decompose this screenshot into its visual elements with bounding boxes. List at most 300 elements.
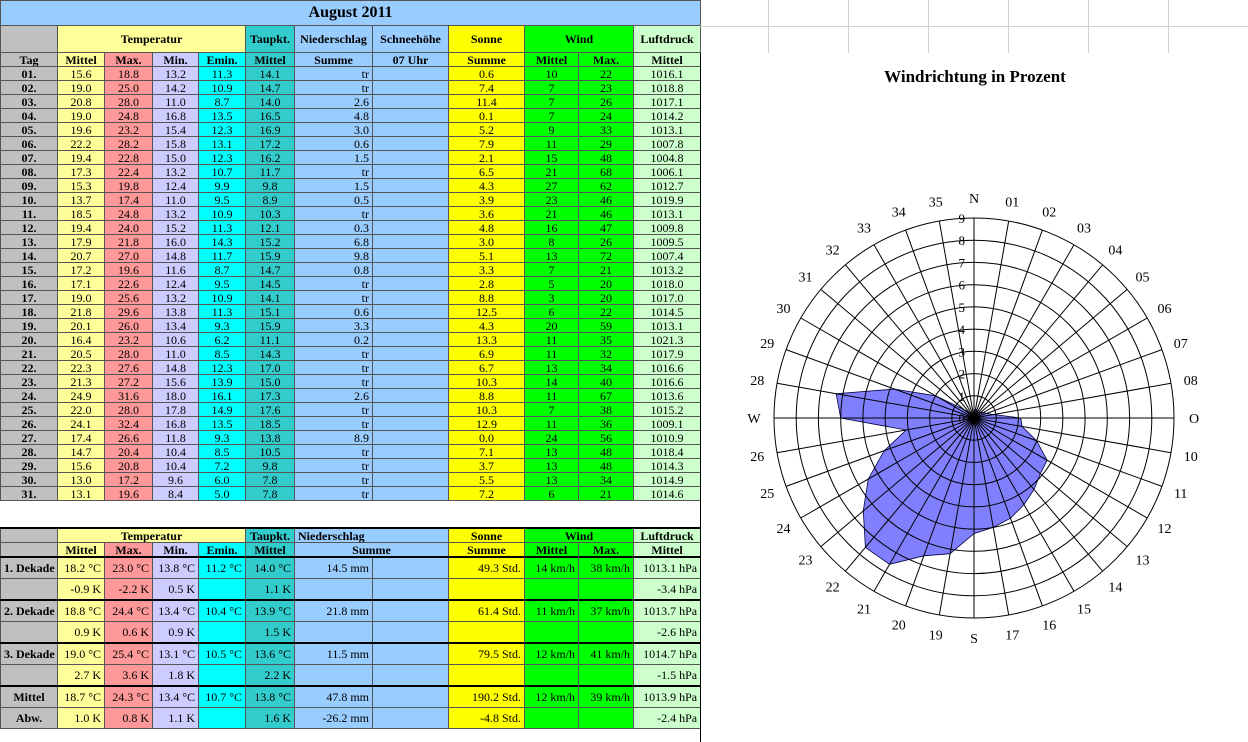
data-cell: 13.1: [199, 137, 246, 151]
data-cell: 11.0: [153, 95, 199, 109]
data-cell: 9.9: [199, 179, 246, 193]
data-cell: 13.7: [58, 193, 105, 207]
summary-label: 1. Dekade: [1, 557, 58, 579]
table-row: [1, 431, 701, 445]
data-cell: 0.5: [295, 193, 373, 207]
data-cell: 13.5: [199, 109, 246, 123]
data-cell: 11: [525, 389, 579, 403]
data-cell: [373, 67, 449, 81]
summary-cell: 49.3 Std.: [449, 557, 525, 579]
data-cell: tr: [295, 291, 373, 305]
subheader-row: [1, 53, 701, 67]
data-cell: 27.2: [105, 375, 153, 389]
summary-cell: 190.2 Std.: [449, 686, 525, 708]
data-cell: 23: [579, 81, 634, 95]
direction-label: 10: [1183, 450, 1198, 466]
summary-cell: 18.2 °C: [58, 557, 105, 579]
data-cell: 13.2: [153, 291, 199, 305]
direction-label: 28: [750, 373, 765, 389]
data-cell: 1.5: [295, 179, 373, 193]
table-row: [1, 81, 701, 95]
data-cell: 8.7: [199, 263, 246, 277]
summary-cell: 11 km/h: [525, 600, 579, 622]
data-cell: 14.7: [58, 445, 105, 459]
data-cell: 3.9: [449, 193, 525, 207]
data-cell: tr: [295, 67, 373, 81]
data-cell: 21.3: [58, 375, 105, 389]
summary-cell: 1.0 K: [58, 708, 105, 729]
data-cell: 21.8: [58, 305, 105, 319]
data-cell: 7.4: [449, 81, 525, 95]
data-cell: 11.0: [153, 193, 199, 207]
summary-cell: [525, 665, 579, 687]
summary-cell: 11.2 °C: [199, 557, 246, 579]
data-cell: 7: [525, 81, 579, 95]
summary-group-temperatur: Temperatur: [58, 528, 246, 543]
data-cell: 14.3: [199, 235, 246, 249]
day-label: 01.: [1, 67, 58, 81]
table-row: [1, 193, 701, 207]
data-cell: 11.3: [199, 305, 246, 319]
day-label: 27.: [1, 431, 58, 445]
summary-cell: [579, 665, 634, 687]
summary-cell: [373, 643, 449, 665]
data-cell: 1010.9: [634, 431, 701, 445]
data-cell: 20.8: [105, 459, 153, 473]
data-cell: tr: [295, 459, 373, 473]
table-row: [1, 347, 701, 361]
data-cell: 9.8: [246, 459, 295, 473]
data-cell: 5: [525, 277, 579, 291]
data-cell: [373, 319, 449, 333]
summary-cell: [373, 708, 449, 729]
data-cell: 18.5: [246, 417, 295, 431]
data-cell: 16.4: [58, 333, 105, 347]
summary-cell: 10.4 °C: [199, 600, 246, 622]
summary-cell: 12 km/h: [525, 686, 579, 708]
data-cell: [373, 445, 449, 459]
data-cell: 17.3: [58, 165, 105, 179]
day-label: 18.: [1, 305, 58, 319]
data-cell: 22.8: [105, 151, 153, 165]
data-cell: 10.3: [246, 207, 295, 221]
day-label: 28.: [1, 445, 58, 459]
subheader-cell: Min.: [153, 53, 199, 67]
data-cell: [373, 249, 449, 263]
data-cell: [373, 235, 449, 249]
table-row: [1, 151, 701, 165]
summary-subheader-cell: Max.: [105, 543, 153, 558]
data-cell: 24.1: [58, 417, 105, 431]
data-cell: 14.7: [246, 263, 295, 277]
data-cell: 34: [579, 473, 634, 487]
data-cell: 11.1: [246, 333, 295, 347]
summary-cell: 13.8 °C: [153, 557, 199, 579]
data-cell: 8.9: [295, 431, 373, 445]
data-cell: 19.8: [105, 179, 153, 193]
data-cell: [373, 277, 449, 291]
table-row: [1, 445, 701, 459]
data-cell: 13.1: [58, 487, 105, 501]
table-row: [1, 179, 701, 193]
summary-cell: 47.8 mm: [295, 686, 373, 708]
data-cell: 12.3: [199, 361, 246, 375]
data-cell: 22.6: [105, 277, 153, 291]
summary-cell: 39 km/h: [579, 686, 634, 708]
subheader-cell: Mittel: [525, 53, 579, 67]
data-cell: [373, 263, 449, 277]
direction-label: 11: [1173, 487, 1188, 503]
summary-cell: [199, 708, 246, 729]
direction-label: 26: [750, 450, 765, 466]
data-cell: 9.3: [199, 431, 246, 445]
data-cell: 7.1: [449, 445, 525, 459]
subheader-cell: Summe: [295, 53, 373, 67]
data-cell: 10.7: [199, 165, 246, 179]
data-cell: 4.3: [449, 319, 525, 333]
data-cell: [373, 123, 449, 137]
data-cell: [373, 459, 449, 473]
summary-subheader-cell: Mittel: [246, 543, 295, 558]
summary-corner: [1, 528, 58, 543]
summary-cell: [525, 622, 579, 644]
data-cell: 8.5: [199, 445, 246, 459]
group-niederschlag: Niederschlag: [295, 26, 373, 53]
direction-label: 20: [891, 618, 906, 634]
day-label: 14.: [1, 249, 58, 263]
data-cell: 9.8: [246, 179, 295, 193]
day-label: 08.: [1, 165, 58, 179]
direction-label: 33: [857, 221, 871, 237]
subheader-cell: Summe: [449, 53, 525, 67]
data-cell: 13.3: [449, 333, 525, 347]
data-cell: 1009.8: [634, 221, 701, 235]
summary-row: [1, 708, 701, 729]
subheader-cell: Tag: [1, 53, 58, 67]
summary-cell: [295, 665, 373, 687]
data-cell: 13.4: [153, 319, 199, 333]
subheader-cell: Mittel: [634, 53, 701, 67]
data-cell: 16.8: [153, 109, 199, 123]
data-cell: 48: [579, 151, 634, 165]
data-cell: 33: [579, 123, 634, 137]
day-label: 04.: [1, 109, 58, 123]
direction-label: 17: [1005, 628, 1020, 644]
table-row: [1, 165, 701, 179]
table-row: [1, 473, 701, 487]
data-cell: 7.8: [246, 473, 295, 487]
data-cell: 17.0: [246, 361, 295, 375]
summary-cell: 13.8 °C: [246, 686, 295, 708]
data-cell: 47: [579, 221, 634, 235]
summary-row: [1, 622, 701, 644]
direction-label: 29: [760, 336, 775, 352]
data-cell: 1019.9: [634, 193, 701, 207]
data-cell: 24.8: [105, 109, 153, 123]
data-cell: 21: [579, 263, 634, 277]
data-cell: 24.0: [105, 221, 153, 235]
data-cell: 17.4: [58, 431, 105, 445]
summary-cell: 25.4 °C: [105, 643, 153, 665]
data-cell: 10.5: [246, 445, 295, 459]
data-cell: 12.4: [153, 277, 199, 291]
sheet-title: August 2011: [1, 1, 701, 26]
data-cell: [373, 193, 449, 207]
summary-cell: [199, 665, 246, 687]
summary-group-taupkt: Taupkt.: [246, 528, 295, 543]
data-cell: 6.8: [295, 235, 373, 249]
data-cell: 8.8: [449, 389, 525, 403]
data-cell: 10.4: [153, 459, 199, 473]
data-cell: 17.2: [105, 473, 153, 487]
summary-row: [1, 600, 701, 622]
data-cell: 16.5: [246, 109, 295, 123]
data-cell: 20: [579, 277, 634, 291]
summary-label: [1, 665, 58, 687]
summary-group-sonne: Sonne: [449, 528, 525, 543]
data-cell: 62: [579, 179, 634, 193]
data-cell: 2.6: [295, 95, 373, 109]
data-cell: 20: [525, 319, 579, 333]
summary-cell: 13.4 °C: [153, 686, 199, 708]
direction-label: 19: [928, 628, 943, 644]
data-cell: 3.6: [449, 207, 525, 221]
data-cell: 1007.4: [634, 249, 701, 263]
summary-cell: [525, 708, 579, 729]
data-cell: 34: [579, 361, 634, 375]
data-cell: 11.7: [199, 249, 246, 263]
day-label: 29.: [1, 459, 58, 473]
data-cell: 1012.7: [634, 179, 701, 193]
data-cell: 24: [525, 431, 579, 445]
data-cell: 6.9: [449, 347, 525, 361]
data-cell: 19.6: [105, 487, 153, 501]
summary-cell: 1.1 K: [153, 708, 199, 729]
data-cell: 8.9: [246, 193, 295, 207]
data-cell: 16.8: [153, 417, 199, 431]
summary-cell: 0.9 K: [153, 622, 199, 644]
summary-cell: 38 km/h: [579, 557, 634, 579]
summary-cell: 0.6 K: [105, 622, 153, 644]
data-cell: 25.0: [105, 81, 153, 95]
summary-cell: -4.8 Std.: [449, 708, 525, 729]
direction-label: 23: [798, 553, 813, 569]
summary-cell: 0.5 K: [153, 579, 199, 601]
data-cell: 11: [525, 333, 579, 347]
data-cell: 59: [579, 319, 634, 333]
radial-tick-label: 4: [958, 322, 965, 338]
direction-label: 02: [1042, 205, 1057, 221]
data-cell: 29: [579, 137, 634, 151]
data-cell: [373, 207, 449, 221]
data-cell: 0.6: [295, 305, 373, 319]
data-cell: 23.2: [105, 333, 153, 347]
data-cell: 19.6: [58, 123, 105, 137]
data-cell: 22.4: [105, 165, 153, 179]
summary-cell: 24.3 °C: [105, 686, 153, 708]
wind-rose-chart: [700, 53, 1248, 742]
table-row: [1, 137, 701, 151]
data-cell: 68: [579, 165, 634, 179]
summary-subheader-cell: Mittel: [58, 543, 105, 558]
day-label: 22.: [1, 361, 58, 375]
subheader-cell: Emin.: [199, 53, 246, 67]
data-cell: 20: [579, 291, 634, 305]
data-cell: 28.2: [105, 137, 153, 151]
data-cell: 8: [525, 235, 579, 249]
summary-cell: -2.6 hPa: [634, 622, 701, 644]
data-cell: 8.8: [449, 291, 525, 305]
data-cell: 15.9: [246, 249, 295, 263]
data-cell: 13.9: [199, 375, 246, 389]
subheader-cell: Max.: [579, 53, 634, 67]
table-row: [1, 67, 701, 81]
data-cell: 26.6: [105, 431, 153, 445]
day-label: 26.: [1, 417, 58, 431]
direction-label: 22: [825, 580, 840, 596]
summary-rows: [1, 557, 701, 729]
data-cell: 11: [525, 137, 579, 151]
summary-cell: 1013.9 hPa: [634, 686, 701, 708]
data-cell: 12.5: [449, 305, 525, 319]
data-cell: 13.2: [153, 165, 199, 179]
summary-cell: 61.4 Std.: [449, 600, 525, 622]
direction-label: 07: [1173, 336, 1188, 352]
data-cell: [373, 487, 449, 501]
data-cell: 13.8: [153, 305, 199, 319]
data-cell: [373, 221, 449, 235]
day-label: 17.: [1, 291, 58, 305]
summary-cell: 1.5 K: [246, 622, 295, 644]
data-cell: 12.3: [199, 123, 246, 137]
data-cell: 1016.6: [634, 361, 701, 375]
data-cell: 14.8: [153, 249, 199, 263]
summary-group-wind: Wind: [525, 528, 634, 543]
data-cell: 14.9: [199, 403, 246, 417]
radial-tick-label: 3: [958, 344, 965, 360]
data-cell: 3.3: [449, 263, 525, 277]
summary-cell: [295, 622, 373, 644]
summary-cell: [449, 622, 525, 644]
data-cell: 23: [525, 193, 579, 207]
data-cell: 1013.6: [634, 389, 701, 403]
data-cell: tr: [295, 165, 373, 179]
data-cell: 16.1: [199, 389, 246, 403]
direction-label: 01: [1005, 195, 1020, 211]
data-cell: 16.9: [246, 123, 295, 137]
data-cell: 0.1: [449, 109, 525, 123]
data-cell: 1014.9: [634, 473, 701, 487]
table-row: [1, 235, 701, 249]
summary-cell: [199, 622, 246, 644]
summary-cell: [579, 708, 634, 729]
summary-cell: [373, 665, 449, 687]
data-cell: 1015.2: [634, 403, 701, 417]
data-cell: 20.8: [58, 95, 105, 109]
summary-subheader-cell: Max.: [579, 543, 634, 558]
data-cell: 10.9: [199, 291, 246, 305]
data-cell: 6.0: [199, 473, 246, 487]
table-row: [1, 109, 701, 123]
empty-grid-cells: [700, 0, 1248, 54]
spacer-row: [1, 501, 701, 529]
data-cell: 15.8: [153, 137, 199, 151]
summary-row: [1, 579, 701, 601]
summary-cell: 1013.7 hPa: [634, 600, 701, 622]
data-cell: [373, 137, 449, 151]
data-cell: 14: [525, 375, 579, 389]
summary-cell: 2.7 K: [58, 665, 105, 687]
day-label: 09.: [1, 179, 58, 193]
data-cell: 1017.9: [634, 347, 701, 361]
data-cell: [373, 473, 449, 487]
data-cell: 16.0: [153, 235, 199, 249]
summary-subheader-cell: Min.: [153, 543, 199, 558]
data-cell: 10.6: [153, 333, 199, 347]
data-cell: 13.0: [58, 473, 105, 487]
data-cell: 72: [579, 249, 634, 263]
group-sonne: Sonne: [449, 26, 525, 53]
data-cell: 17.3: [246, 389, 295, 403]
summary-label: Abw.: [1, 708, 58, 729]
summary-label: 3. Dekade: [1, 643, 58, 665]
group-temperatur: Temperatur: [58, 26, 246, 53]
data-cell: 15.2: [246, 235, 295, 249]
day-label: 11.: [1, 207, 58, 221]
data-cell: tr: [295, 375, 373, 389]
data-cell: 36: [579, 417, 634, 431]
data-cell: 14.1: [246, 291, 295, 305]
summary-cell: 1013.1 hPa: [634, 557, 701, 579]
data-cell: [373, 291, 449, 305]
data-cell: 24.9: [58, 389, 105, 403]
data-cell: 27.0: [105, 249, 153, 263]
data-cell: 12.9: [449, 417, 525, 431]
data-cell: 29.6: [105, 305, 153, 319]
table-row: [1, 375, 701, 389]
data-cell: 1018.0: [634, 277, 701, 291]
data-cell: tr: [295, 417, 373, 431]
direction-label: 08: [1183, 373, 1198, 389]
data-cell: 1021.3: [634, 333, 701, 347]
data-cell: 8.4: [153, 487, 199, 501]
data-cell: 11.6: [153, 263, 199, 277]
data-cell: 22.0: [58, 403, 105, 417]
data-cell: 15.0: [153, 151, 199, 165]
day-label: 07.: [1, 151, 58, 165]
data-cell: 15.2: [153, 221, 199, 235]
day-label: 15.: [1, 263, 58, 277]
data-cell: 14.0: [246, 95, 295, 109]
data-cell: 6.7: [449, 361, 525, 375]
data-cell: 24: [579, 109, 634, 123]
data-cell: 5.0: [199, 487, 246, 501]
data-cell: 1018.8: [634, 81, 701, 95]
summary-cell: 37 km/h: [579, 600, 634, 622]
data-cell: [373, 305, 449, 319]
data-cell: 13.2: [153, 67, 199, 81]
data-cell: 14.2: [153, 81, 199, 95]
data-cell: 15.4: [153, 123, 199, 137]
data-cell: 0.3: [295, 221, 373, 235]
summary-cell: 13.9 °C: [246, 600, 295, 622]
data-cell: 1014.5: [634, 305, 701, 319]
data-cell: 17.1: [58, 277, 105, 291]
data-cell: tr: [295, 473, 373, 487]
data-cell: 2.1: [449, 151, 525, 165]
data-cell: 1013.1: [634, 207, 701, 221]
data-cell: [373, 389, 449, 403]
